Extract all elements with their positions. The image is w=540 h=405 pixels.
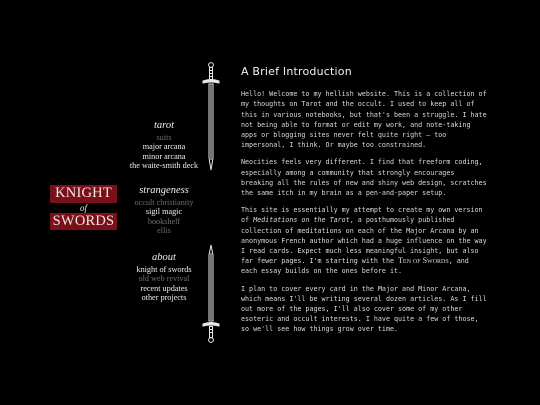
- intro-paragraph-3: [241, 205, 487, 276]
- p3-text-b: , a posthumously published collection of meditations on each of the Major Arcana by an anonymous French author which had a huge influence on the way I read cards. Expect much less meaningful insight, but also far fewer pages. I'm starting with the: [241, 216, 487, 266]
- main-content: [241, 62, 487, 342]
- nav-heading-tarot: tarot: [153, 120, 175, 131]
- nav-link-major-arcana[interactable]: major arcana: [142, 142, 186, 152]
- nav-link-occult-christianity[interactable]: occult christianity: [134, 197, 194, 207]
- logo-line-of: of: [79, 202, 87, 213]
- meditations-title: Meditations on the Tarot: [253, 216, 350, 225]
- nav-link-waite-smith-deck[interactable]: the waite-smith deck: [129, 161, 199, 171]
- intro-paragraph-2: Neocities feels very different. I find that freeform coding, especially among a community that strongly encourages breaking all the rules of new and shiny web design, scratches the same itch in my brain as a pen-and-paper setup.: [241, 158, 487, 198]
- p3-text-c: , and each essay builds on the ones before it.: [241, 257, 469, 276]
- logo-line-knight: KNIGHT: [50, 185, 117, 203]
- nav-link-ellis[interactable]: ellis: [157, 226, 171, 236]
- intro-paragraph-1: Hello! Welcome to my hellish website. This is a collection of my thoughts on Tarot and the occult. I used to keep all of this in various notebooks, but that's been a struggle. I hate not being able to format or edit my work, and note-taking apps or blogging sites never felt quite right — too impersonal, I think. Or maybe too constrained.: [241, 90, 487, 150]
- nav-link-minor-arcana[interactable]: minor arcana: [142, 151, 186, 161]
- nav-link-suits[interactable]: suits: [156, 132, 172, 142]
- nav-link-recent-updates[interactable]: recent updates: [140, 283, 188, 293]
- nav-link-knight-of-swords[interactable]: knight of swords: [136, 264, 192, 274]
- nav-section-about: [118, 253, 210, 303]
- logo-line-swords: SWORDS: [50, 213, 117, 231]
- nav-heading-about: about: [152, 252, 176, 263]
- nav-link-other-projects[interactable]: other projects: [141, 293, 187, 303]
- nav-section-tarot: [118, 121, 210, 171]
- nav-link-sigil-magic[interactable]: sigil magic: [145, 207, 183, 217]
- site-logo[interactable]: [50, 185, 117, 230]
- nav-link-bookshelf[interactable]: bookshelf: [147, 216, 181, 226]
- p3-text-a: This site is essentially my attempt to create my own version of: [241, 206, 483, 225]
- nav-heading-strangeness: strangeness: [139, 185, 189, 196]
- ten-of-swords-link[interactable]: Ten of Swords: [398, 256, 449, 266]
- intro-paragraph-4: I plan to cover every card in the Major and Minor Arcana, which means I'll be writing several dozen articles. As I fill out more of the pages, I'll also cover some of my other esoteric and occult interests. I have quite a few of those, so we'll see how things grow over time.: [241, 284, 487, 334]
- nav-link-old-web-revival[interactable]: old web revival: [138, 274, 190, 284]
- article-title: A Brief Introduction: [241, 65, 352, 78]
- nav-section-strangeness: [118, 186, 210, 236]
- sword-icon: [202, 243, 220, 343]
- sword-icon: [202, 62, 220, 172]
